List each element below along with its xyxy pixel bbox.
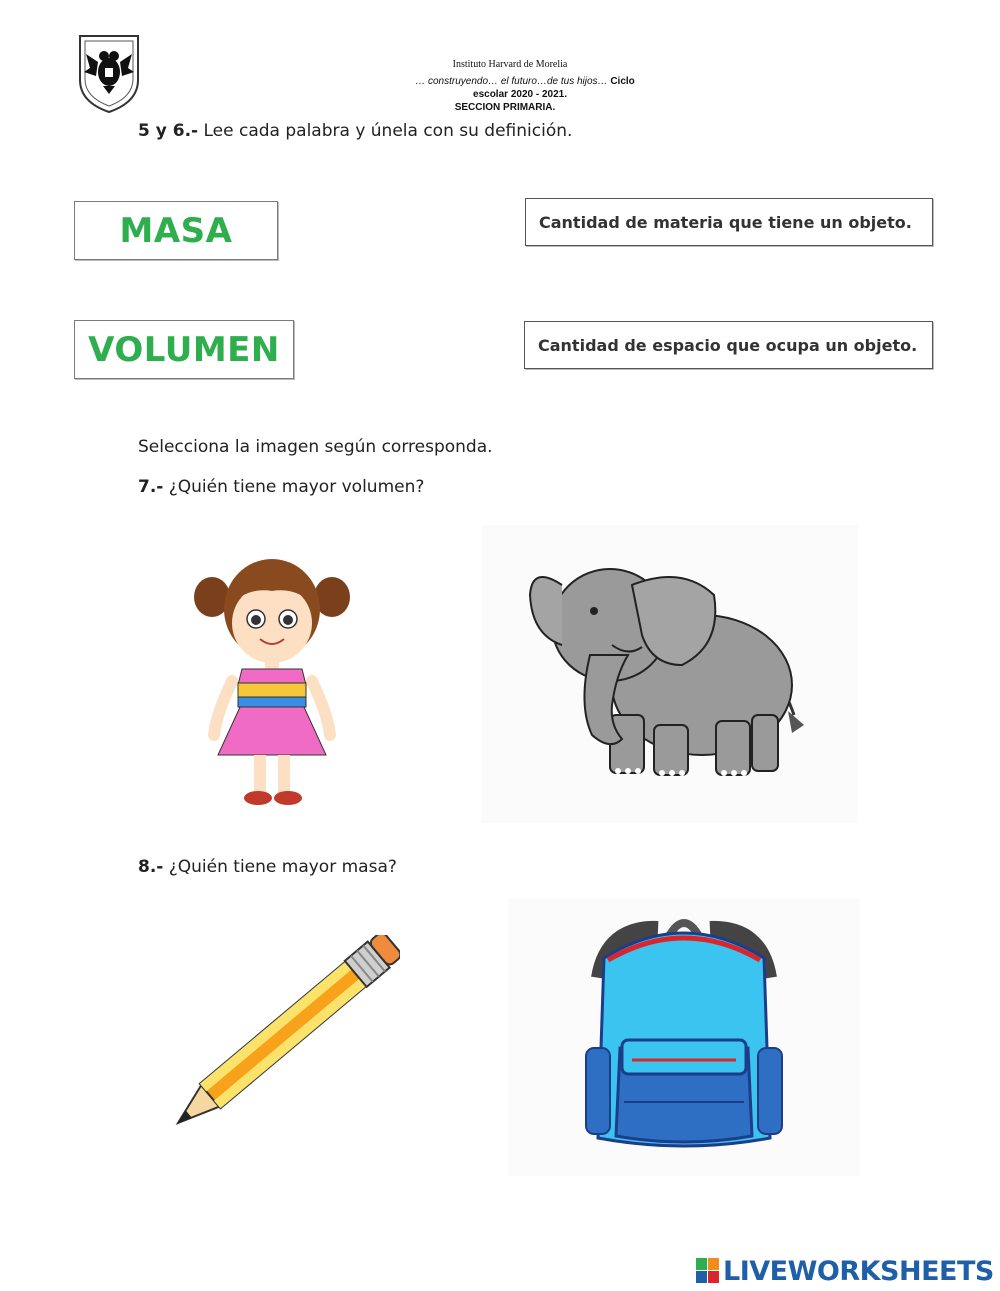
question-5-6-number: 5 y 6.- (138, 121, 199, 141)
header-slogan: … construyendo… el futuro…de tus hijos… (415, 76, 608, 87)
word-masa: MASA (119, 210, 233, 251)
word-volumen: VOLUMEN (88, 329, 280, 370)
question-5-6-text: Lee cada palabra y únela con su definición. (203, 121, 573, 141)
question-7-number: 7.- (138, 477, 164, 497)
live-badge-icon (696, 1258, 720, 1284)
header-school-name: Instituto Harvard de Morelia (452, 59, 568, 70)
question-8-number: 8.- (138, 857, 164, 877)
option-elephant-image[interactable] (482, 525, 858, 823)
definition-box-espacio[interactable] (524, 321, 933, 369)
header-section: SECCION PRIMARIA. (454, 102, 556, 113)
definition-espacio: Cantidad de espacio que ocupa un objeto. (538, 335, 918, 355)
question-5-6 (138, 121, 738, 141)
header-cycle-word: Ciclo (610, 76, 635, 87)
question-7 (138, 477, 738, 497)
question-8-text: ¿Quién tiene mayor masa? (168, 857, 397, 877)
school-logo (76, 32, 142, 114)
liveworksheets-logo (696, 1255, 996, 1287)
question-7-text: ¿Quién tiene mayor volumen? (168, 477, 425, 497)
liveworksheets-brand: LIVEWORKSHEETS (723, 1255, 994, 1287)
option-pencil-image[interactable] (160, 935, 400, 1140)
definition-materia: Cantidad de materia que tiene un objeto. (539, 212, 912, 232)
option-girl-image[interactable] (186, 535, 356, 815)
word-box-masa[interactable] (74, 201, 278, 260)
select-instruction: Selecciona la imagen según corresponda. (138, 437, 493, 457)
header-slogan-line (360, 75, 690, 88)
question-8 (138, 857, 738, 877)
header-cycle: escolar 2020 - 2021. (473, 89, 567, 100)
definition-box-materia[interactable] (525, 198, 933, 246)
word-box-volumen[interactable] (74, 320, 294, 379)
option-backpack-image[interactable] (508, 898, 860, 1176)
